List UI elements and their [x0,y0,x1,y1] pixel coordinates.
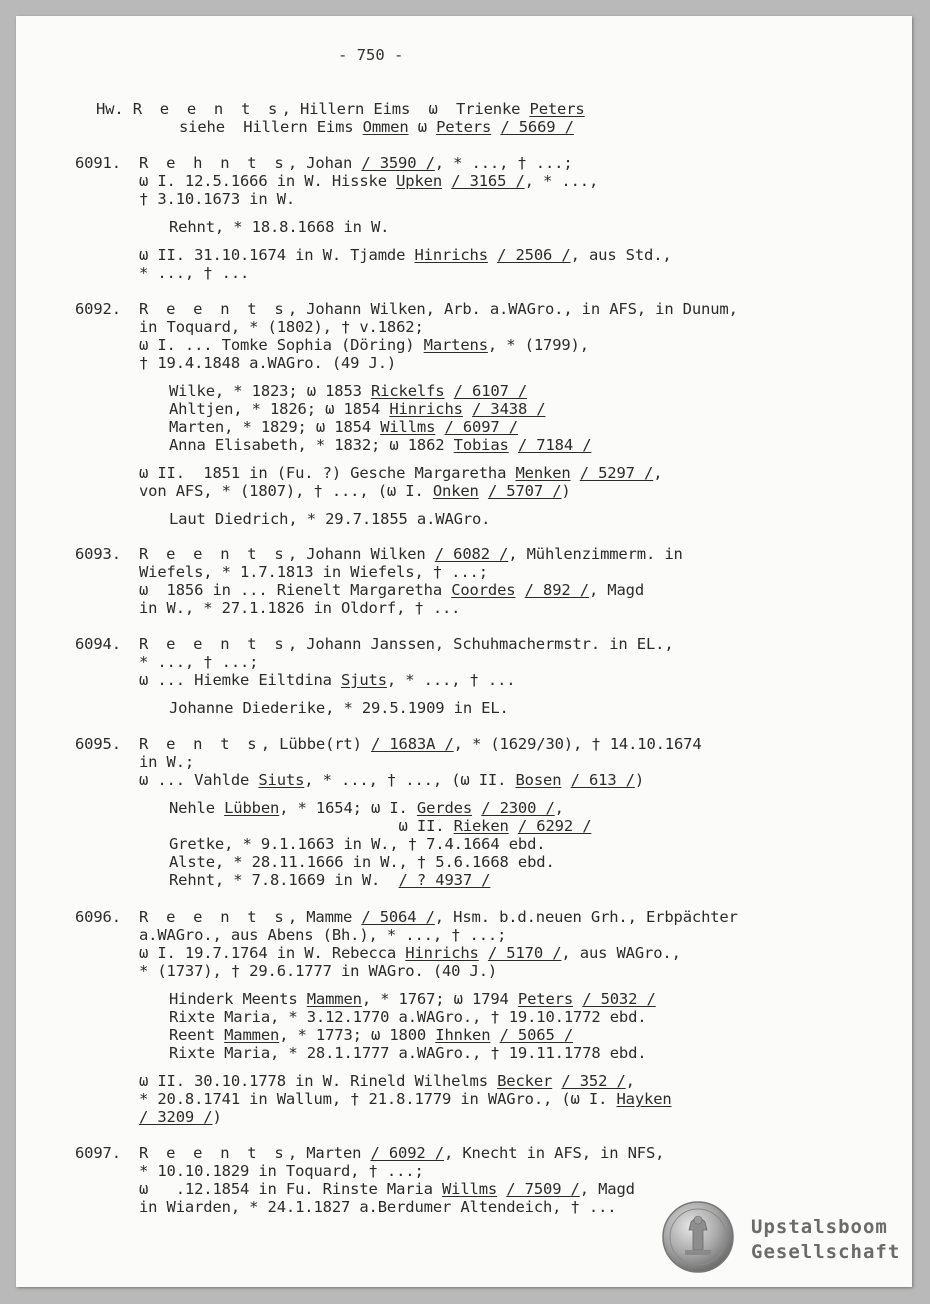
text: , Hsm. b.d.neuen Grh., Erbpächter [434,908,738,926]
text [488,246,497,264]
reference-number: / 6097 / [444,418,518,436]
entry-line [139,482,571,500]
underlined-name: Gerdes [416,799,473,817]
text: Marten, * 1829; ω 1854 [169,418,381,436]
underlined-name: Hinrichs [414,246,488,264]
surname: R e e n t s [139,908,288,926]
text: * 20.8.1741 in Wallum, † 21.8.1779 in WAGro., (ω I. [139,1090,617,1108]
entry-number: 6091. [75,154,121,172]
text: Anna Elisabeth, * 1832; ω 1862 [169,436,454,454]
reference-number: / 6292 / [517,817,592,835]
text: , Johann Wilken, Arb. a.WAGro., in AFS, in Dunum, [287,300,738,318]
entry-number: 6097. [75,1144,121,1162]
underlined-name: Siuts [258,771,305,789]
text [509,436,518,454]
text: , * (1799), [487,336,589,354]
child-line [169,817,591,835]
text: ω II. 30.10.1778 in W. Rineld Wilhelms [139,1072,498,1090]
reference-number: / 2300 / [481,799,555,817]
text: , * ..., † ... [386,671,516,689]
child-line: Rixte Maria, * 3.12.1770 a.WAGro., † 19.10.1772 ebd. [169,1008,647,1026]
underlined-name: Tobias [453,436,509,454]
text: ω I. ... Tomke Sophia (Döring) [139,336,424,354]
reference-number: / 5064 / [361,908,435,926]
entry-line [139,246,672,264]
entry-line [139,336,589,354]
entry-line [139,735,702,753]
underlined-name: Mammen [306,990,362,1008]
entry-number: 6095. [75,735,121,753]
text: , Mamme [287,908,362,926]
header-line-1 [96,100,585,118]
underlined-name: Onken [432,482,479,500]
text: , Lübbe(rt) [260,735,371,753]
text: ω ... Vahlde [139,771,259,789]
text: ω .12.1854 in Fu. Rinste Maria [139,1180,442,1198]
hw-label: Hw. [96,100,124,118]
reference-number: / 1683A / [370,735,454,753]
reference-number: / 5065 / [499,1026,574,1044]
text: Hinderk Meents [169,990,307,1008]
entry-line: * ..., † ...; [139,653,259,671]
text: ω II. 1851 in (Fu. ?) Gesche Margaretha [139,464,516,482]
entry-line: a.WAGro., aus Abens (Bh.), * ..., † ...; [139,926,507,944]
surname: R e e n t s [139,545,288,563]
text: ) [561,482,571,500]
text: , Mühlenzimmerm. in [508,545,683,563]
text: Nehle [169,799,225,817]
entry-number: 6093. [75,545,121,563]
text: , * 1767; ω 1794 [361,990,518,1008]
underlined-name: Upken [396,172,443,190]
text [561,771,570,789]
underlined-name: Mammen [224,1026,280,1044]
text: , * ..., [524,172,599,190]
text: Rehnt, * 7.8.1669 in W. [169,871,399,889]
entry-line [139,300,738,318]
text: ω I. 19.7.1764 in W. Rebecca [139,944,406,962]
text: Reent [169,1026,225,1044]
underlined-name: Peters [529,100,585,118]
reference-number: / 5170 / [487,944,562,962]
entry-line [139,172,598,190]
text: , * ..., † ..., (ω II. [304,771,516,789]
reference-number: / 892 / [524,581,589,599]
entry-line: Wiefels, * 1.7.1813 in Wiefels, † ...; [139,563,488,581]
text [509,817,518,835]
text [515,581,524,599]
page-number: - 750 - [338,46,404,64]
text: , Hillern Eims ω Trienke [281,100,530,118]
underlined-name: Bosen [515,771,562,789]
text: , * (1629/30), † 14.10.1674 [453,735,702,753]
surname: R e h n t s [139,154,288,172]
entry-line [139,944,681,962]
underlined-name: Ommen [362,118,409,136]
child-line: Gretke, * 9.1.1663 in W., † 7.4.1664 ebd. [169,835,546,853]
child-line [169,382,527,400]
underlined-name: Peters [517,990,574,1008]
reference-number: / 352 / [561,1072,626,1090]
child-line [169,418,518,436]
seal-logo-icon [661,1200,735,1274]
reference-number: / 5669 / [500,118,574,136]
underlined-name: Hinrichs [405,944,479,962]
text: von AFS, * (1807), † ..., (ω I. [139,482,433,500]
text [571,464,580,482]
entry-line [139,908,738,926]
underlined-name: Peters [436,118,492,136]
text: ω 1856 in ... Rienelt Margaretha [139,581,452,599]
text: ω II. 31.10.1674 in W. Tjamde [139,246,415,264]
text: , Knecht in AFS, in NFS, [443,1144,665,1162]
child-line [169,1026,573,1044]
text: ) [212,1108,222,1126]
entry-line: * (1737), † 29.6.1777 in WAGro. (40 J.) [139,962,498,980]
underlined-name: Ihnken [435,1026,491,1044]
entry-line [139,1090,672,1108]
entry-line [139,771,644,789]
reference-number: / 5297 / [579,464,654,482]
entry-line: * ..., † ... [139,264,250,282]
underlined-name: Becker [497,1072,553,1090]
underlined-name: Hayken [616,1090,672,1108]
child-line: Alste, * 28.11.1666 in W., † 5.6.1668 ebd. [169,853,555,871]
underlined-name: Rickelfs [371,382,445,400]
text: , Magd [588,581,645,599]
text [573,990,582,1008]
entry-line [139,671,515,689]
underlined-name: Sjuts [341,671,387,689]
underlined-name: Coordes [451,581,516,599]
entry-line [139,1180,635,1198]
child-line: Johanne Diederike, * 29.5.1909 in EL. [169,699,509,717]
reference-number: / 7509 / [506,1180,580,1198]
text: , * 1654; ω I. [279,799,417,817]
text [463,400,472,418]
surname: R e e n t s [139,1144,288,1162]
surname: R e e n t s [139,635,288,653]
surname: R e e n t s [132,100,282,118]
underlined-name: Lübben [224,799,280,817]
brand-name-line-2: Gesellschaft [751,1241,901,1263]
text: ) [634,771,645,789]
entry-line [139,545,683,563]
text [490,1026,499,1044]
reference-number: / 3438 / [472,400,546,418]
underlined-name: Willms [380,418,436,436]
text [552,1072,561,1090]
entry-line [139,464,662,482]
text: Wilke, * 1823; ω 1853 [169,382,371,400]
child-line [169,400,546,418]
reference-number: / 6092 / [370,1144,444,1162]
child-line: Rehnt, * 18.8.1668 in W. [169,218,390,236]
text [497,1180,506,1198]
reference-number: / 5032 / [582,990,656,1008]
entry-line [139,581,644,599]
text [444,382,453,400]
underlined-name: Hinrichs [389,400,463,418]
entry-line [139,154,573,172]
text [442,172,451,190]
reference-number: / 6082 / [434,545,509,563]
text: , aus WAGro., [561,944,681,962]
text: ω ... Hiemke Eiltdina [139,671,341,689]
reference-number: / 3209 / [139,1108,213,1126]
text: , Johann Wilken [287,545,435,563]
entry-number: 6092. [75,300,121,318]
reference-number: / 6107 / [453,382,528,400]
reference-number: / 7184 / [517,436,592,454]
reference-number: / ? 4937 / [398,871,491,889]
reference-number: / 3165 / [451,172,525,190]
reference-number: / 613 / [570,771,635,789]
entry-line: † 3.10.1673 in W. [139,190,296,208]
text: , [554,799,564,817]
text: , [625,1072,635,1090]
text [472,799,481,817]
reference-number: / 5707 / [487,482,562,500]
text: Ahltjen, * 1826; ω 1854 [169,400,390,418]
entry-number: 6096. [75,908,121,926]
brand-name-line-1: Upstalsboom [751,1216,888,1238]
surname: R e n t s [139,735,261,753]
surname: R e e n t s [139,300,288,318]
underlined-name: Martens [423,336,488,354]
underlined-name: Willms [442,1180,498,1198]
text: siehe Hillern Eims [179,118,363,136]
entry-line [139,1108,222,1126]
entry-line [139,635,674,653]
header-line-2 [179,118,574,136]
text: , aus Std., [570,246,672,264]
text [479,944,488,962]
text [479,482,488,500]
entry-line: in W.; [139,753,195,771]
text: ω II. [169,817,454,835]
text: , Johan [287,154,362,172]
entry-line: in W., * 27.1.1826 in Oldorf, † ... [139,599,461,617]
text: , Magd [579,1180,635,1198]
text: , Marten [287,1144,371,1162]
entry-line: * 10.10.1829 in Toquard, † ...; [139,1162,424,1180]
entry-line: in Wiarden, * 24.1.1827 a.Berdumer Altendeich, † ... [139,1198,617,1216]
entry-line [139,1072,635,1090]
child-line: Rixte Maria, * 28.1.1777 a.WAGro., † 19.11.1778 ebd. [169,1044,647,1062]
entry-number: 6094. [75,635,121,653]
text: , * 1773; ω 1800 [279,1026,436,1044]
child-line [169,799,564,817]
underlined-name: Rieken [453,817,509,835]
child-line [169,436,591,454]
child-line [169,990,656,1008]
underlined-name: Menken [515,464,571,482]
text: , Johann Janssen, Schuhmachermstr. in EL., [287,635,674,653]
reference-number: / 2506 / [497,246,571,264]
text: ω [408,118,437,136]
child-line: Laut Diedrich, * 29.7.1855 a.WAGro. [169,510,491,528]
child-line [169,871,490,889]
document-page [16,16,912,1287]
entry-line: in Toquard, * (1802), † v.1862; [139,318,424,336]
reference-number: / 3590 / [361,154,435,172]
text: ω I. 12.5.1666 in W. Hisske [139,172,397,190]
text: , [653,464,663,482]
entry-line: † 19.4.1848 a.WAGro. (49 J.) [139,354,397,372]
entry-line [139,1144,664,1162]
text: , * ..., † ...; [434,154,573,172]
